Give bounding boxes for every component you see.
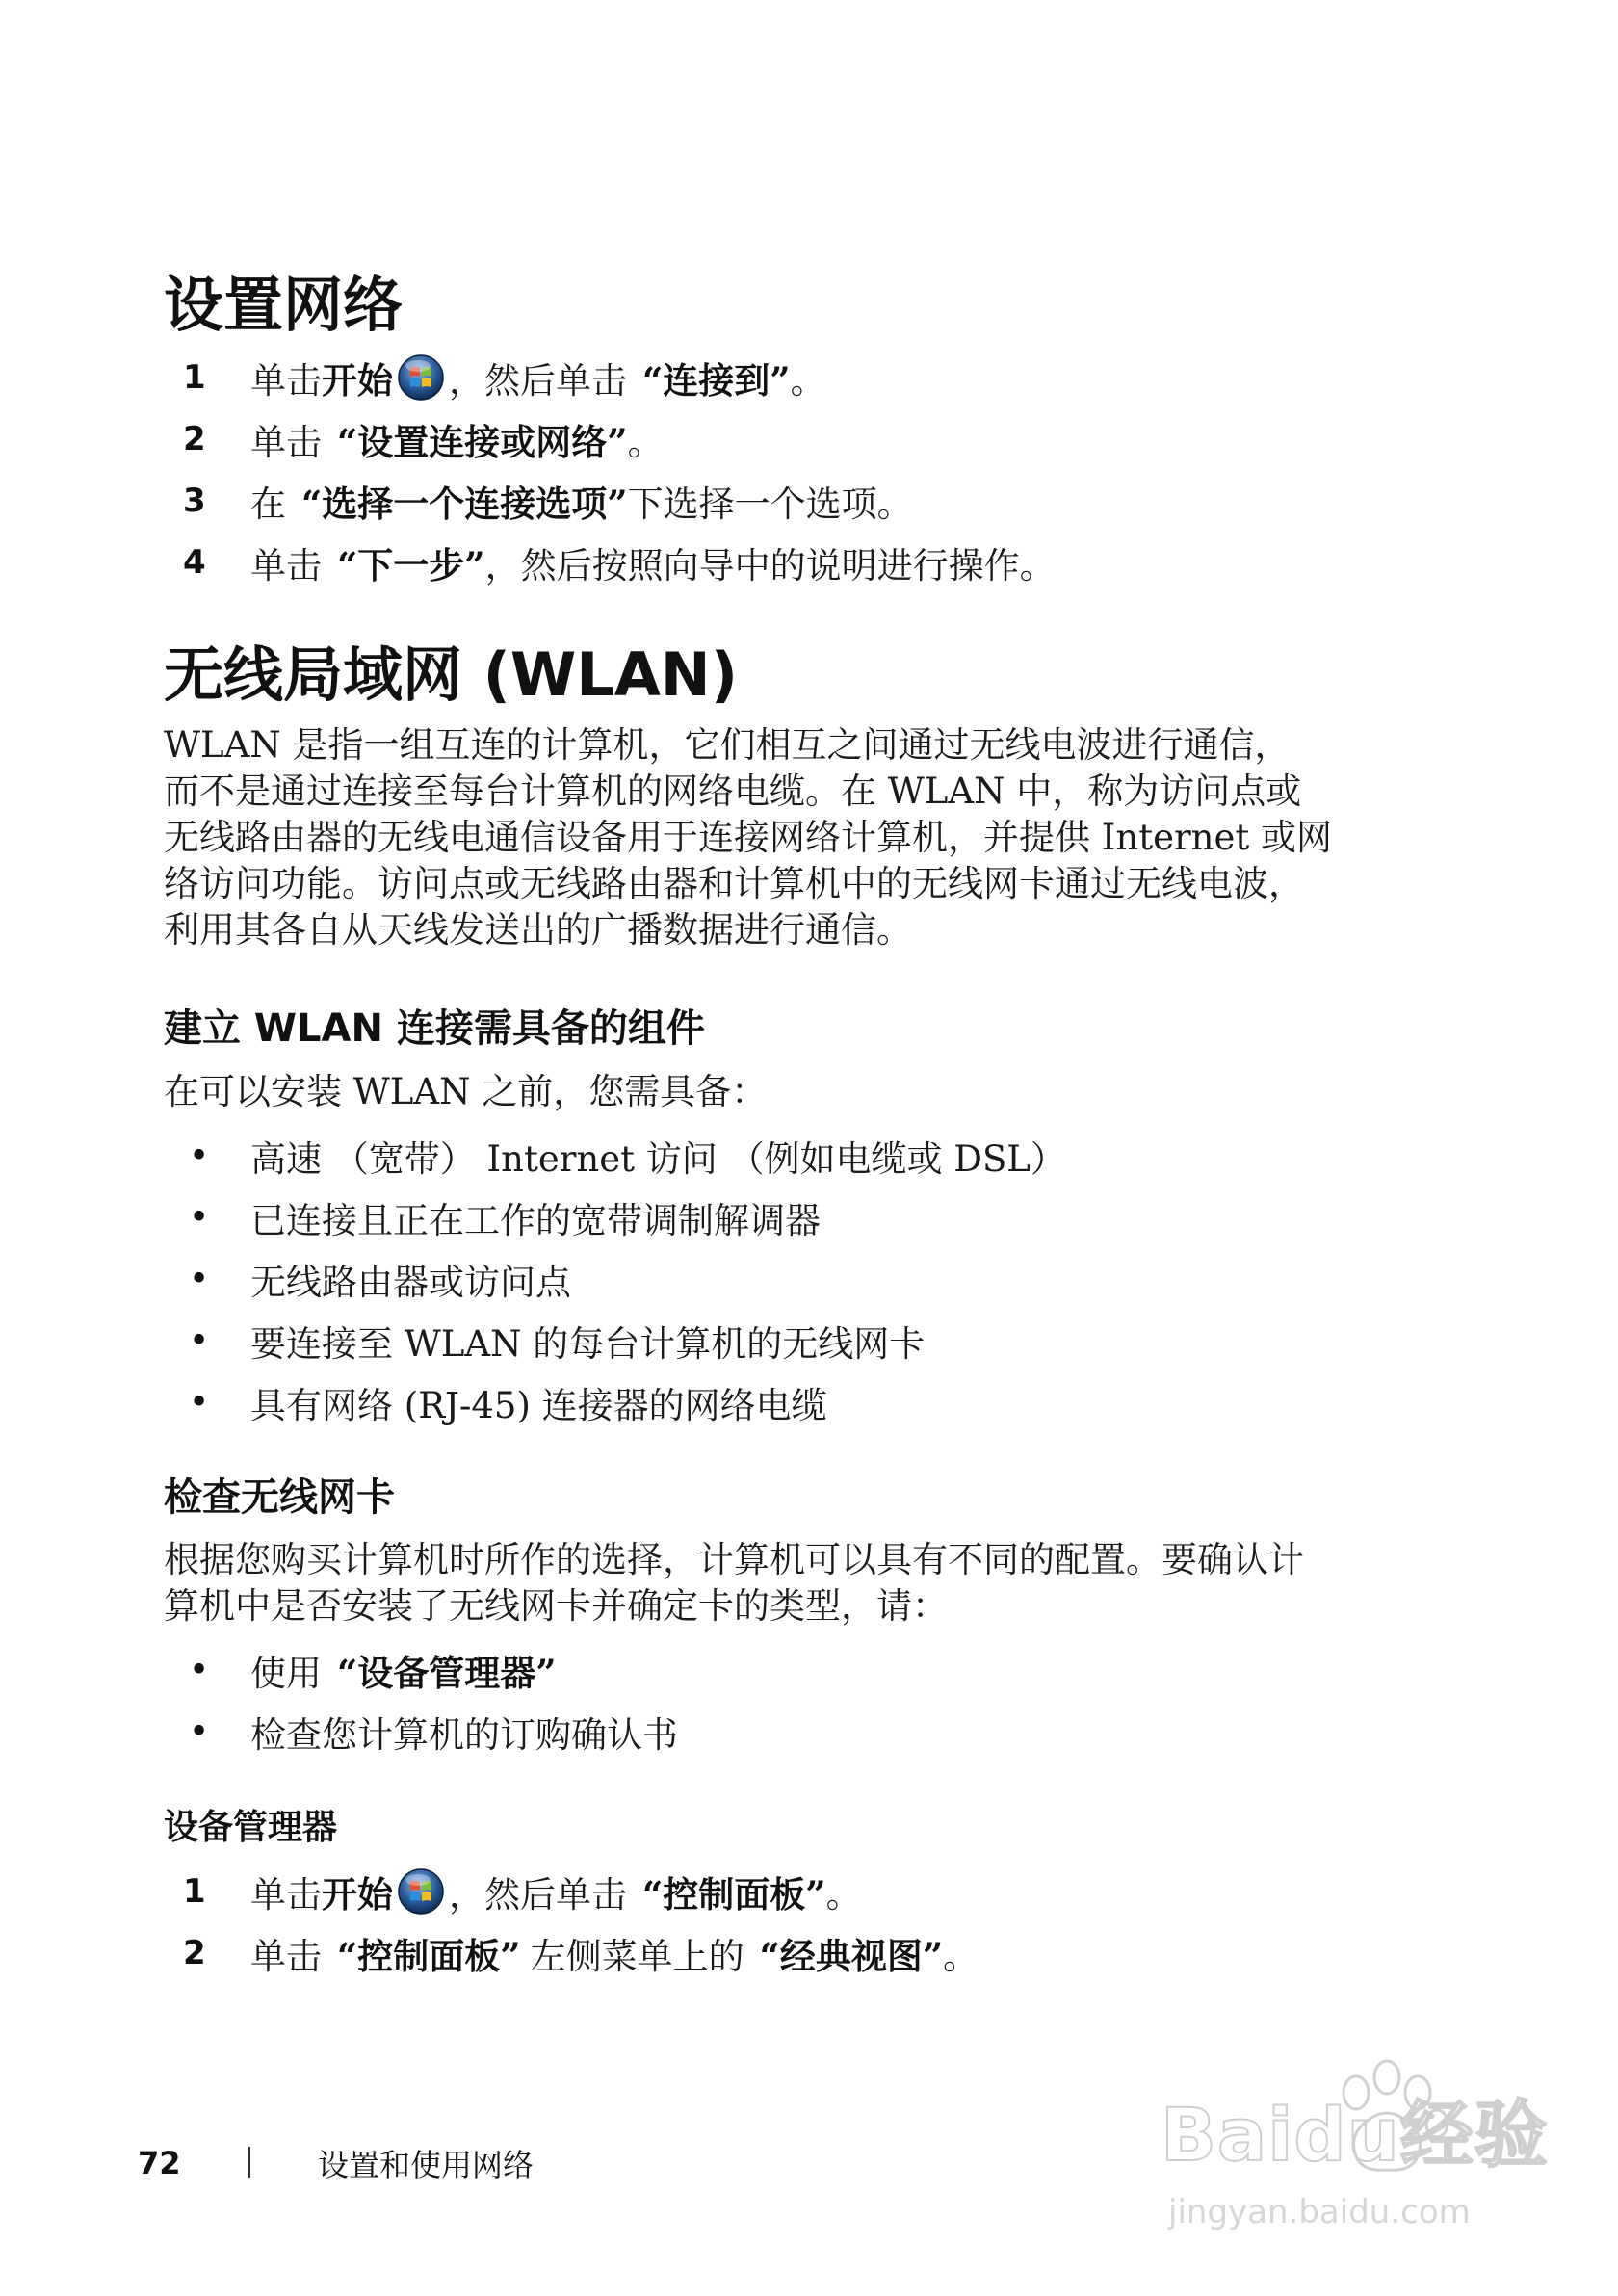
bullet-marker: •	[189, 1650, 210, 1690]
step-number: 1	[183, 1872, 206, 1911]
bullet-marker: •	[189, 1382, 210, 1422]
step-text: 单击	[250, 360, 322, 402]
menu-name: “控制面板”	[642, 1873, 826, 1916]
menu-name: “设备管理器”	[337, 1652, 557, 1694]
windows-start-orb-icon	[397, 1867, 445, 1916]
components-intro	[164, 1069, 1406, 1115]
bullet-text: 无线路由器或访问点	[250, 1262, 571, 1303]
step-number: 2	[183, 1934, 206, 1972]
windows-start-orb-icon	[397, 353, 445, 402]
step-3-network	[183, 476, 913, 526]
step-number: 4	[183, 543, 206, 582]
paragraph-line: 无线路由器的无线电通信设备用于连接网络计算机，并提供 Internet 或网	[164, 817, 1333, 858]
bullet-text: 要连接至 WLAN 的每台计算机的无线网卡	[250, 1323, 926, 1365]
bullet-marker: •	[189, 1197, 210, 1238]
bullet-text: 检查您计算机的订购确认书	[250, 1714, 678, 1756]
start-label: 开始	[322, 1873, 393, 1916]
bullet-item	[183, 1192, 821, 1242]
bullet-item	[183, 1707, 678, 1757]
step-text: 。	[627, 422, 664, 463]
bullet-item	[183, 1377, 827, 1427]
footer-divider	[248, 2147, 250, 2178]
bullet-item	[183, 1645, 557, 1695]
section-title-wlan: 无线局域网 (WLAN)	[164, 639, 739, 710]
menu-name: “设置连接或网络”	[337, 421, 628, 463]
paragraph-line: 络访问功能。访问点或无线路由器和计算机中的无线网卡通过无线电波，	[164, 863, 1304, 904]
step-1-network	[183, 352, 826, 403]
subsection-title-components: 建立 WLAN 连接需具备的组件	[164, 1006, 705, 1051]
step-text: 单击	[250, 545, 322, 587]
menu-name: “选择一个连接选项”	[301, 483, 628, 525]
paragraph-line: WLAN 是指一组互连的计算机，它们相互之间通过无线电波进行通信，	[164, 724, 1291, 766]
bullet-text: 使用	[250, 1653, 322, 1694]
step-1-device-manager	[183, 1866, 862, 1917]
step-text: 。	[790, 360, 826, 402]
bullet-marker: •	[189, 1320, 210, 1361]
watermark-url: jingyan.baidu.com	[1168, 2193, 1471, 2231]
start-label: 开始	[322, 359, 393, 402]
paragraph-line: 利用其各自从天线发送出的广播数据进行通信。	[164, 909, 912, 951]
step-text: 单击	[250, 1936, 322, 1977]
step-number: 3	[183, 482, 206, 520]
step-text: 下选择一个选项。	[627, 483, 913, 525]
paragraph-line: 根据您购买计算机时所作的选择，计算机可以具有不同的配置。要确认计	[164, 1539, 1304, 1580]
paragraph-line: 在可以安装 WLAN 之前，您需具备：	[164, 1071, 768, 1112]
watermark-brand: Baidu经验	[1161, 2092, 1549, 2178]
step-text: 。	[943, 1936, 979, 1977]
step-number: 2	[183, 420, 206, 458]
paragraph-line: 算机中是否安装了无线网卡并确定卡的类型，请：	[164, 1585, 948, 1627]
step-2-network	[183, 414, 664, 464]
step-text: 左侧菜单上的	[530, 1936, 744, 1977]
step-number: 1	[183, 358, 206, 397]
step-text: 在	[250, 483, 286, 525]
step-text: ，然后单击	[449, 1874, 627, 1916]
step-text: ，然后按照向导中的说明进行操作。	[484, 545, 1056, 587]
menu-name: “控制面板”	[337, 1935, 521, 1977]
menu-name: “下一步”	[337, 544, 485, 587]
subsection-title-check-card: 检查无线网卡	[164, 1475, 395, 1520]
footer-chapter-title: 设置和使用网络	[318, 2147, 535, 2183]
wlan-intro-paragraph	[164, 722, 1406, 953]
step-text: 单击	[250, 422, 322, 463]
bullet-item	[183, 1131, 1066, 1181]
bullet-marker: •	[189, 1135, 210, 1176]
check-card-intro	[164, 1537, 1406, 1630]
bullet-text: 具有网络 (RJ-45) 连接器的网络电缆	[250, 1385, 827, 1426]
menu-name: “连接到”	[642, 359, 791, 402]
step-text: 。	[825, 1874, 862, 1916]
bullet-marker: •	[189, 1259, 210, 1299]
bullet-text: 已连接且正在工作的宽带调制解调器	[250, 1200, 821, 1241]
step-text: 单击	[250, 1874, 322, 1916]
page-number: 72	[138, 2145, 181, 2181]
subsection-title-device-manager: 设备管理器	[164, 1808, 338, 1847]
step-text: ，然后单击	[449, 360, 627, 402]
section-title-network: 设置网络	[164, 270, 404, 340]
bullet-text: 高速 （宽带） Internet 访问 （例如电缆或 DSL）	[250, 1138, 1066, 1180]
step-4-network	[183, 537, 1056, 587]
menu-name: “经典视图”	[759, 1935, 944, 1977]
bullet-item	[183, 1254, 571, 1304]
bullet-marker: •	[189, 1711, 210, 1752]
step-2-device-manager	[183, 1928, 979, 1978]
baidu-jingyan-watermark	[1151, 2056, 1549, 2249]
paragraph-line: 而不是通过连接至每台计算机的网络电缆。在 WLAN 中，称为访问点或	[164, 770, 1302, 812]
bullet-item	[183, 1316, 925, 1366]
